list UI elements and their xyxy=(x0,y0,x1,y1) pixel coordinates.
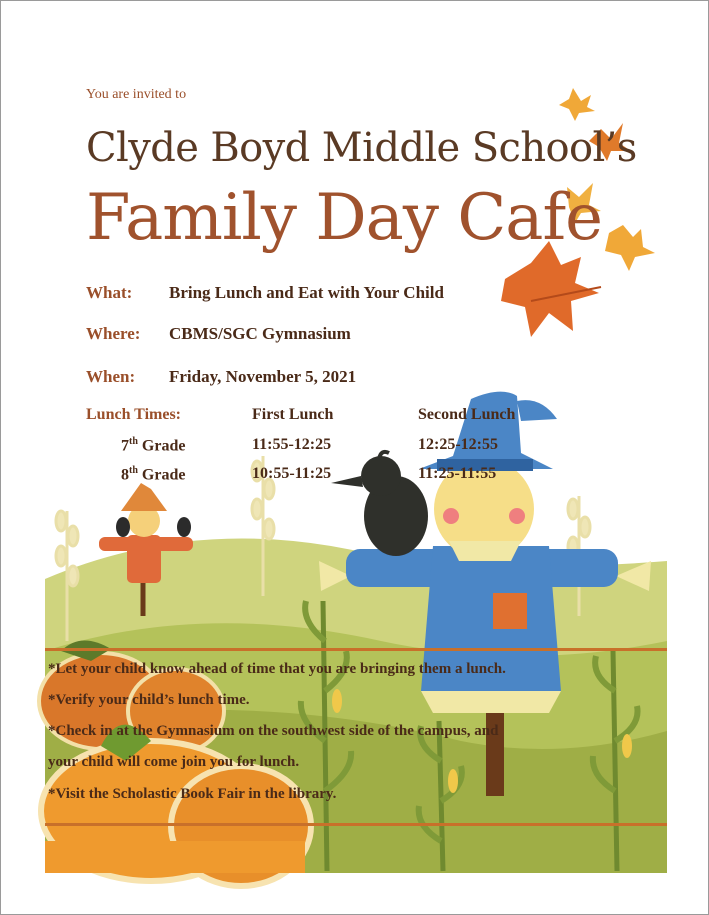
event-title: Family Day Cafe xyxy=(86,181,602,255)
grade-7-label: 7th Grade xyxy=(121,436,186,455)
invitation-line: You are invited to xyxy=(86,87,187,102)
first-lunch-header: First Lunch xyxy=(252,406,334,423)
note-item: *Verify your child’s lunch time. xyxy=(48,692,250,708)
grade-8-label: 8th Grade xyxy=(121,465,186,484)
when-value: Friday, November 5, 2021 xyxy=(169,367,357,386)
what-value: Bring Lunch and Eat with Your Child xyxy=(169,283,444,302)
what-label: What: xyxy=(86,283,133,302)
lunch-times-label: Lunch Times: xyxy=(86,406,181,423)
note-item: your child will come join you for lunch. xyxy=(48,754,300,770)
crow-icon xyxy=(331,452,428,556)
note-item: *Visit the Scholastic Book Fair in the library. xyxy=(48,786,337,802)
second-lunch-header: Second Lunch xyxy=(418,406,516,423)
where-label: Where: xyxy=(86,324,141,343)
note-item: *Check in at the Gymnasium on the southwest side of the campus, and xyxy=(48,723,499,739)
where-value: CBMS/SGC Gymnasium xyxy=(169,324,351,343)
grade-7-second-lunch: 12:25-12:55 xyxy=(418,436,498,453)
grade-8-second-lunch: 11:25-11:55 xyxy=(418,465,497,482)
top-divider xyxy=(45,648,667,651)
grade-7-first-lunch: 11:55-12:25 xyxy=(252,436,332,453)
grade-8-first-lunch: 10:55-11:25 xyxy=(252,465,332,482)
when-label: When: xyxy=(86,367,136,386)
school-name: Clyde Boyd Middle School’s xyxy=(86,125,637,171)
bottom-divider xyxy=(45,823,667,826)
note-item: *Let your child know ahead of time that you are bringing them a lunch. xyxy=(48,661,506,677)
